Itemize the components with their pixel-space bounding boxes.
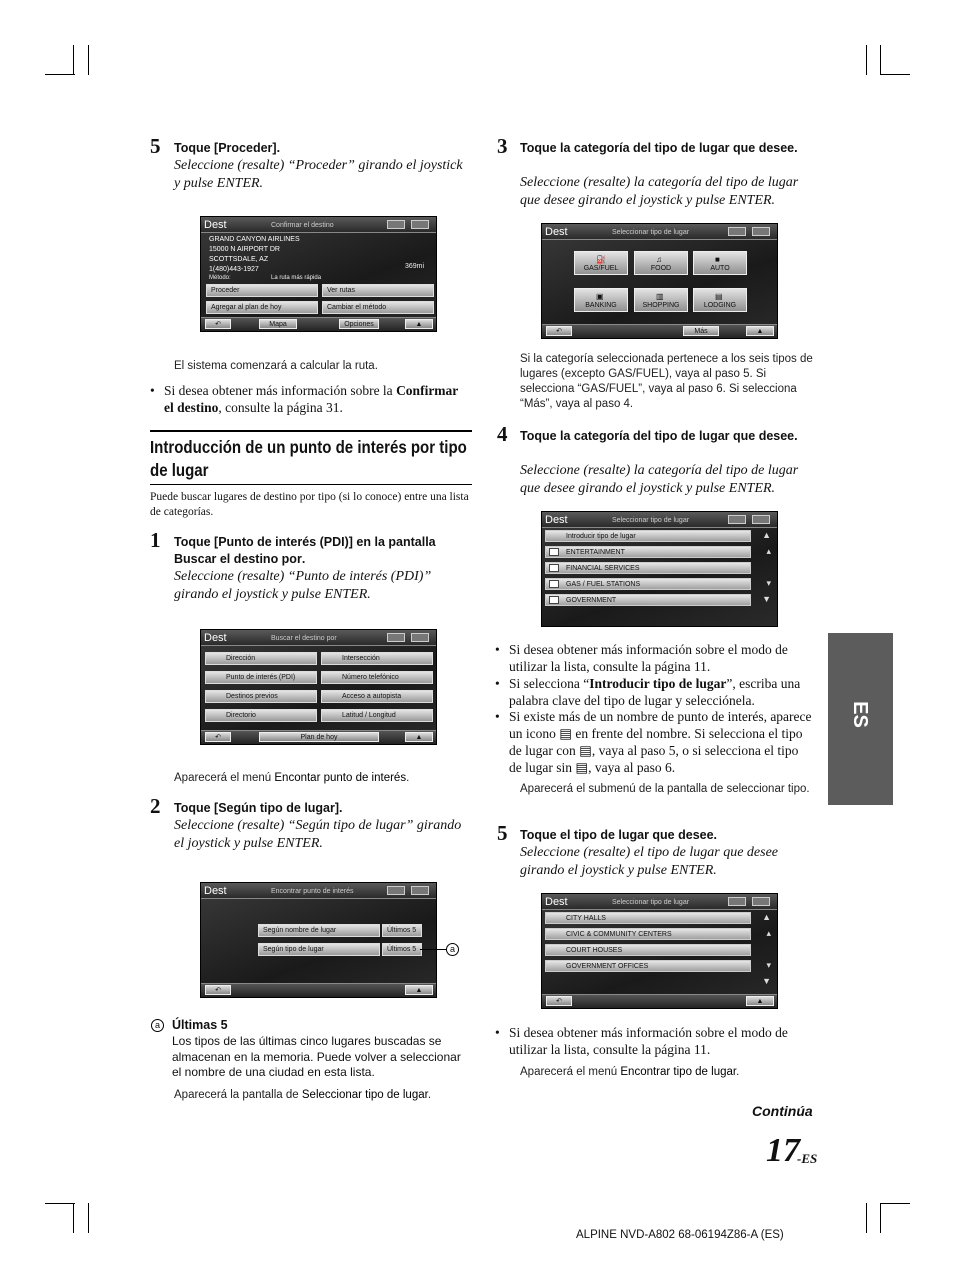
opciones-button[interactable]: Opciones bbox=[339, 319, 379, 329]
list-item[interactable]: GOVERNMENT OFFICES bbox=[545, 960, 751, 972]
ultimos5-button[interactable]: Últimos 5 bbox=[382, 924, 422, 937]
list-item[interactable]: COURT HOUSES bbox=[545, 944, 751, 956]
autopista-button[interactable]: Acceso a autopista bbox=[321, 690, 433, 703]
crop-mark bbox=[45, 1203, 75, 1204]
step-number: 4 bbox=[497, 422, 508, 446]
back-icon[interactable]: ↶ bbox=[205, 319, 231, 329]
crop-mark bbox=[73, 1203, 74, 1233]
section-rule bbox=[150, 430, 472, 432]
step-instruction: Seleccione (resalte) la categoría del tipo de lugar que desee girando el joystick y pulse ENTER. bbox=[520, 463, 799, 496]
section-title: Introducción de un punto de interés por tipo de lugar bbox=[150, 437, 467, 480]
note: Aparecerá el menú Encontrar tipo de lugar. bbox=[520, 1066, 740, 1078]
language-side-tab: ES bbox=[828, 633, 893, 805]
list-item[interactable]: Introducir tipo de lugar bbox=[545, 530, 751, 542]
screen-search-destination: Dest Buscar el destino por Dirección Intersección Punto de interés (PDI) Número telefónico Destinos previos Acceso a autopista Directorio Latitud / Longitud ↶ Plan de hoy ▲ bbox=[200, 629, 437, 745]
page-up-icon[interactable]: ▲ bbox=[762, 530, 771, 540]
poi-button[interactable]: Punto de interés (PDI) bbox=[205, 671, 317, 684]
direccion-button[interactable]: Dirección bbox=[205, 652, 317, 665]
note: Aparecerá el submenú de la pantalla de seleccionar tipo. bbox=[520, 783, 810, 795]
crop-mark bbox=[88, 1203, 89, 1233]
list-item[interactable]: GAS / FUEL STATIONS bbox=[545, 578, 751, 590]
crop-mark bbox=[88, 45, 89, 75]
directorio-button[interactable]: Directorio bbox=[205, 709, 317, 722]
ultimos5-button[interactable]: Últimos 5 bbox=[382, 943, 422, 956]
crop-mark bbox=[73, 45, 74, 75]
screen-confirm-destination: Dest Confirmar el destino GRAND CANYON AIRLINES 15000 N AIRPORT DR SCOTTSDALE, AZ 1(480)443-1927 369mi Método: La ruta más rápida Proceder Ver rutas Agregar al plan de hoy Cambiar el método ↶ Mapa Opciones ▲ bbox=[200, 216, 437, 332]
page-number: 17 bbox=[766, 1132, 800, 1169]
shopping-button[interactable]: ▥ SHOPPING bbox=[634, 288, 688, 312]
note: Aparecerá la pantalla de Seleccionar tipo de lugar. bbox=[174, 1089, 432, 1101]
arrow-icon[interactable]: ▲ bbox=[405, 319, 433, 329]
list-icon bbox=[549, 596, 559, 604]
crop-mark bbox=[880, 1203, 881, 1233]
mas-button[interactable]: Más bbox=[683, 326, 719, 336]
step-instruction: Seleccione (resalte) “Punto de interés (PDI)” girando el joystick y pulse ENTER. bbox=[174, 569, 432, 602]
bullet: • Si desea obtener más información sobre la Confirmar el destino, consulte la página 31. bbox=[164, 382, 470, 416]
page-down-icon[interactable]: ▼ bbox=[762, 594, 771, 604]
section-rule bbox=[150, 484, 472, 485]
latlong-button[interactable]: Latitud / Longitud bbox=[321, 709, 433, 722]
plan-de-hoy-button[interactable]: Plan de hoy bbox=[259, 732, 379, 742]
arrow-icon[interactable]: ▲ bbox=[746, 996, 774, 1006]
list-icon bbox=[549, 564, 559, 572]
scroll-up-icon[interactable]: ▴ bbox=[766, 546, 771, 556]
step-instruction: Seleccione (resalte) el tipo de lugar que desee girando el joystick y pulse ENTER. bbox=[520, 845, 778, 878]
arrow-icon[interactable]: ▲ bbox=[405, 985, 433, 995]
callout-body: Los tipos de las últimas cinco lugares buscadas se almacenan en la memoria. Puede volver a seleccionar el nombre de una ciudad en esta lista. bbox=[172, 1034, 461, 1079]
step-number: 2 bbox=[150, 794, 161, 818]
list-item[interactable]: GOVERNMENT bbox=[545, 594, 751, 606]
back-icon[interactable]: ↶ bbox=[205, 985, 231, 995]
callout-line bbox=[420, 949, 446, 950]
page-down-icon[interactable]: ▼ bbox=[762, 976, 771, 986]
list-icon bbox=[549, 580, 559, 588]
step-heading: Toque el tipo de lugar que desee. bbox=[520, 828, 718, 842]
list-item[interactable]: FINANCIAL SERVICES bbox=[545, 562, 751, 574]
gas-fuel-button[interactable]: ⛽ GAS/FUEL bbox=[574, 251, 628, 275]
crop-mark bbox=[866, 1203, 867, 1233]
crop-mark bbox=[866, 45, 867, 75]
list-item[interactable]: CITY HALLS bbox=[545, 912, 751, 924]
food-button[interactable]: ♫ FOOD bbox=[634, 251, 688, 275]
list-item[interactable]: ENTERTAINMENT bbox=[545, 546, 751, 558]
screen-place-type-list: Dest Seleccionar tipo de lugar CITY HALLS CIVIC & COMMUNITY CENTERS COURT HOUSES GOVERNMENT OFFICES ▲ ▴ ▾ ▼ ↶ ▲ bbox=[541, 893, 778, 1009]
step-number: 3 bbox=[497, 134, 508, 158]
arrow-icon[interactable]: ▲ bbox=[405, 732, 433, 742]
agregar-plan-button[interactable]: Agregar al plan de hoy bbox=[206, 301, 318, 314]
crop-mark bbox=[45, 74, 75, 75]
scroll-down-icon[interactable]: ▾ bbox=[766, 960, 771, 970]
destinos-previos-button[interactable]: Destinos previos bbox=[205, 690, 317, 703]
continued-label: Continúa bbox=[752, 1103, 813, 1119]
page-up-icon[interactable]: ▲ bbox=[762, 912, 771, 922]
ver-rutas-button[interactable]: Ver rutas bbox=[322, 284, 434, 297]
step-number: 5 bbox=[150, 134, 161, 158]
bullet: • Si desea obtener más información sobre el modo de utilizar la lista, consulte la página 11. bbox=[509, 641, 814, 675]
segun-nombre-button[interactable]: Según nombre de lugar bbox=[258, 924, 380, 937]
arrow-icon[interactable]: ▲ bbox=[746, 326, 774, 336]
step-heading: Toque [Proceder]. bbox=[174, 141, 281, 155]
interseccion-button[interactable]: Intersección bbox=[321, 652, 433, 665]
step-heading: Toque [Según tipo de lugar]. bbox=[174, 801, 343, 815]
bullet: • Si selecciona “Introducir tipo de lugar”, escriba una palabra clave del tipo de lugar y selecciónela. bbox=[509, 675, 814, 709]
callout-marker: a bbox=[151, 1019, 164, 1032]
back-icon[interactable]: ↶ bbox=[205, 732, 231, 742]
crop-mark bbox=[880, 74, 910, 75]
scroll-up-icon[interactable]: ▴ bbox=[766, 928, 771, 938]
banking-button[interactable]: ▣ BANKING bbox=[574, 288, 628, 312]
page-footer: ALPINE NVD-A802 68-06194Z86-A (ES) bbox=[576, 1229, 784, 1241]
step-instruction: Seleccione (resalte) la categoría del tipo de lugar que desee girando el joystick y pulse ENTER. bbox=[520, 175, 799, 208]
step-heading: Toque la categoría del tipo de lugar que desee. bbox=[520, 141, 798, 155]
step-number: 5 bbox=[497, 821, 508, 845]
screen-category: Dest Seleccionar tipo de lugar ⛽ GAS/FUEL ♫ FOOD ■ AUTO ▣ BANKING ▥ SHOPPING ▤ LODGING ↶ Más ▲ bbox=[541, 223, 778, 339]
step-heading: Toque la categoría del tipo de lugar que desee. bbox=[520, 429, 798, 443]
mapa-button[interactable]: Mapa bbox=[259, 319, 297, 329]
proceder-button[interactable]: Proceder bbox=[206, 284, 318, 297]
callout-marker: a bbox=[446, 943, 459, 956]
telefono-button[interactable]: Número telefónico bbox=[321, 671, 433, 684]
note: Aparecerá el menú Encontar punto de interés. bbox=[174, 772, 410, 784]
segun-tipo-button[interactable]: Según tipo de lugar bbox=[258, 943, 380, 956]
crop-mark bbox=[880, 45, 881, 75]
auto-button[interactable]: ■ AUTO bbox=[693, 251, 747, 275]
lodging-button[interactable]: ▤ LODGING bbox=[693, 288, 747, 312]
bullet: • Si desea obtener más información sobre el modo de utilizar la lista, consulte la página 11. bbox=[509, 1024, 814, 1058]
step-instruction: Seleccione (resalte) “Proceder” girando el joystick y pulse ENTER. bbox=[174, 158, 463, 191]
screen-find-poi: Dest Encontrar punto de interés Según nombre de lugar Últimos 5 Según tipo de lugar Últimos 5 ↶ ▲ bbox=[200, 882, 437, 998]
cambiar-metodo-button[interactable]: Cambiar el método bbox=[322, 301, 434, 314]
bullet: • Si existe más de un nombre de punto de interés, aparece un icono ▤ en frente del nombre. Si selecciona el tipo de lugar con ▤, vaya al paso 5, o si selecciona el tipo de lugar sin ▤, vaya al paso 6. bbox=[509, 708, 814, 776]
scroll-down-icon[interactable]: ▾ bbox=[766, 578, 771, 588]
step-number: 1 bbox=[150, 528, 161, 552]
page-suffix: -ES bbox=[797, 1151, 818, 1166]
list-icon bbox=[549, 548, 559, 556]
back-icon[interactable]: ↶ bbox=[546, 326, 572, 336]
screen-category-list: Dest Seleccionar tipo de lugar Introducir tipo de lugar ENTERTAINMENT FINANCIAL SERVICES GAS / FUEL STATIONS GOVERNMENT ▲ ▴ ▾ ▼ bbox=[541, 511, 778, 627]
step-instruction: Seleccione (resalte) “Según tipo de lugar” girando el joystick y pulse ENTER. bbox=[174, 818, 462, 851]
list-item[interactable]: CIVIC & COMMUNITY CENTERS bbox=[545, 928, 751, 940]
note: El sistema comenzará a calcular la ruta. bbox=[174, 360, 378, 372]
back-icon[interactable]: ↶ bbox=[546, 996, 572, 1006]
section-intro: Puede buscar lugares de destino por tipo (si lo conoce) entre una lista de categorías. bbox=[150, 491, 469, 518]
callout-title: Últimas 5 bbox=[172, 1018, 228, 1032]
note: Si la categoría seleccionada pertenece a los seis tipos de lugares (excepto GAS/FUEL), vaya al paso 5. Si selecciona “GAS/FUEL”, vaya al paso 6. Si selecciona “Más”, vaya al paso 4. bbox=[520, 353, 813, 410]
crop-mark bbox=[880, 1203, 910, 1204]
step-heading: Toque [Punto de interés (PDI)] en la pantalla Buscar el destino por. bbox=[174, 535, 436, 566]
